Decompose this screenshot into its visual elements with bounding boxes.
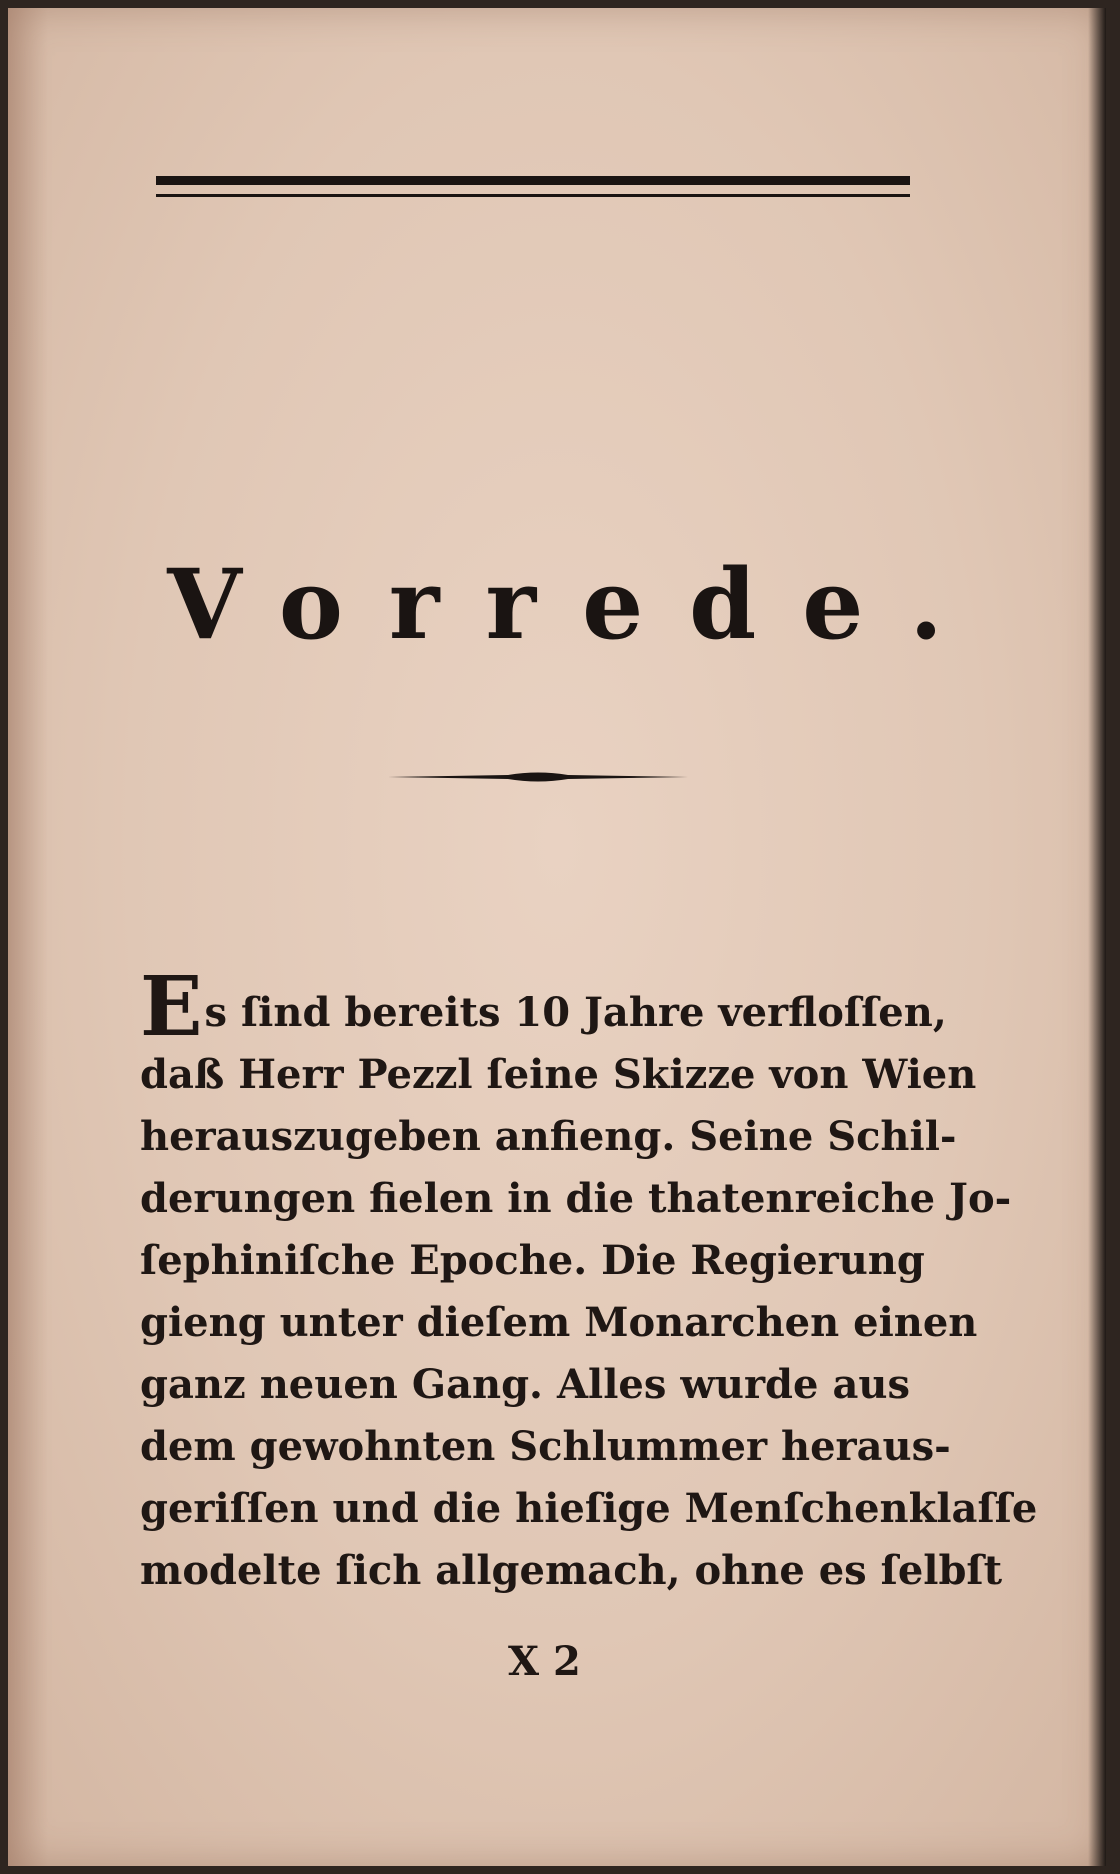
body-line-9: geriſſen und die hieſige Menſchenklaſſe <box>140 1485 1038 1532</box>
page-edge-shadow <box>1088 8 1106 1866</box>
page-title: Vorrede. <box>167 548 989 661</box>
body-text <box>140 959 1038 1602</box>
body-line-4: derungen fielen in die thatenreiche Jo- <box>140 1175 1012 1222</box>
page-gutter-shadow <box>8 8 48 1866</box>
signature-mark: X 2 <box>508 1638 581 1685</box>
drop-initial: E <box>140 959 203 1055</box>
double-rule-icon <box>156 176 910 185</box>
body-line-1-text: s ſind bereits 10 Jahre verfloſſen, <box>204 989 947 1036</box>
body-line-1 <box>140 959 947 1055</box>
tapered-rule-ornament-icon <box>388 768 688 786</box>
body-line-8: dem gewohnten Schlummer heraus- <box>140 1423 951 1470</box>
body-line-2: daß Herr Pezzl ſeine Skizze von Wien <box>140 1051 977 1098</box>
body-line-7: ganz neuen Gang. Alles wurde aus <box>140 1361 910 1408</box>
body-line-3: herauszugeben anfieng. Seine Schil- <box>140 1113 957 1160</box>
body-line-6: gieng unter dieſem Monarchen einen <box>140 1299 978 1346</box>
body-line-10: modelte ſich allgemach, ohne es ſelbſt <box>140 1547 1003 1594</box>
body-line-5: ſephiniſche Epoche. Die Regierung <box>140 1237 925 1284</box>
double-rule-thin-line <box>156 194 910 197</box>
